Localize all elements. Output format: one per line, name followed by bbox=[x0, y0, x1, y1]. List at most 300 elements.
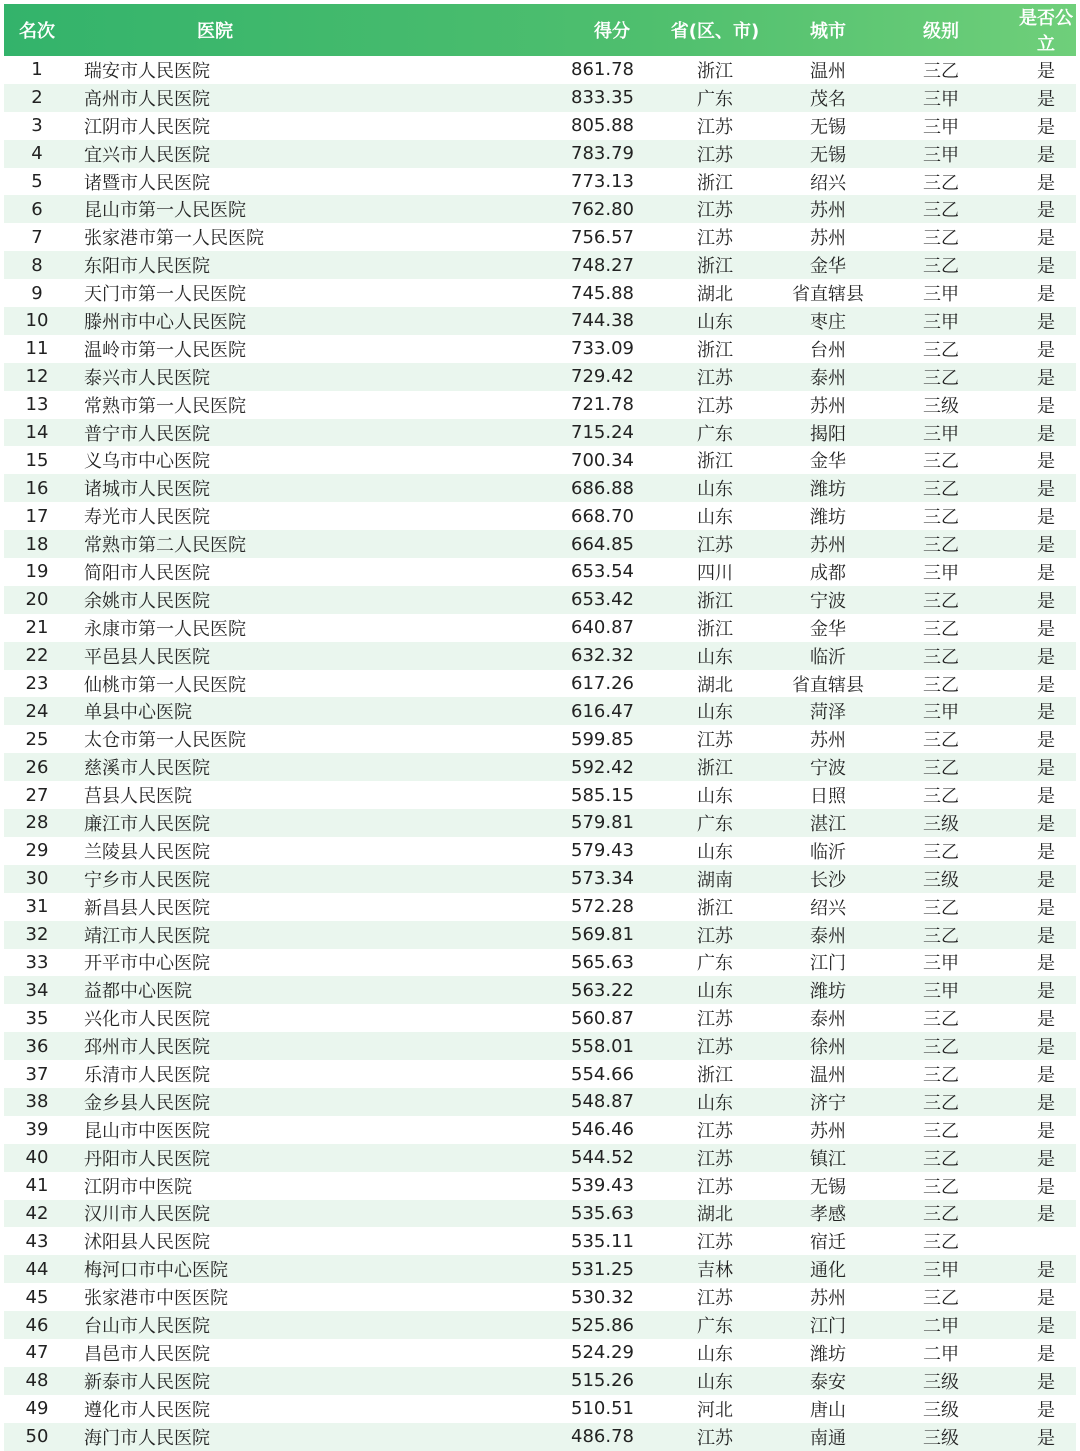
cell-province: 浙江 bbox=[697, 897, 733, 919]
cell-city: 潍坊 bbox=[810, 479, 846, 501]
cell-province: 广东 bbox=[697, 1316, 733, 1338]
table-row bbox=[4, 1116, 1076, 1144]
cell-score: 563.22 bbox=[571, 979, 634, 1001]
cell-rank: 30 bbox=[25, 868, 49, 890]
cell-province: 山东 bbox=[697, 479, 733, 501]
cell-is-public: 是 bbox=[1037, 702, 1055, 724]
cell-is-public: 是 bbox=[1037, 813, 1055, 835]
cell-level: 三甲 bbox=[923, 311, 959, 333]
cell-hospital: 常熟市第一人民医院 bbox=[84, 395, 246, 417]
cell-score: 861.78 bbox=[571, 59, 634, 81]
cell-score: 745.88 bbox=[571, 282, 634, 304]
cell-score: 686.88 bbox=[571, 477, 634, 499]
cell-hospital: 金乡县人民医院 bbox=[84, 1092, 210, 1114]
cell-rank: 22 bbox=[25, 645, 49, 667]
cell-rank: 20 bbox=[25, 589, 49, 611]
cell-rank: 17 bbox=[25, 505, 49, 527]
cell-level: 三乙 bbox=[923, 925, 959, 947]
cell-level: 三甲 bbox=[923, 953, 959, 975]
cell-province: 山东 bbox=[697, 786, 733, 808]
cell-province: 广东 bbox=[697, 813, 733, 835]
cell-city: 湛江 bbox=[810, 813, 846, 835]
cell-city: 长沙 bbox=[810, 869, 846, 891]
table-row bbox=[4, 1227, 1076, 1255]
table-row bbox=[4, 279, 1076, 307]
cell-hospital: 滕州市中心人民医院 bbox=[84, 311, 246, 333]
header-row bbox=[4, 4, 1076, 56]
header-level: 级别 bbox=[923, 21, 959, 42]
cell-province: 浙江 bbox=[697, 451, 733, 473]
cell-score: 544.52 bbox=[571, 1147, 634, 1169]
cell-province: 江苏 bbox=[697, 1120, 733, 1142]
cell-city: 金华 bbox=[810, 618, 846, 640]
cell-province: 江苏 bbox=[697, 1148, 733, 1170]
table-row bbox=[4, 84, 1076, 112]
cell-city: 泰州 bbox=[810, 925, 846, 947]
cell-is-public: 是 bbox=[1037, 200, 1055, 222]
cell-city: 泰安 bbox=[810, 1371, 846, 1393]
cell-city: 金华 bbox=[810, 256, 846, 278]
cell-hospital: 邳州市人民医院 bbox=[84, 1037, 210, 1059]
cell-level: 三甲 bbox=[923, 1260, 959, 1282]
cell-province: 浙江 bbox=[697, 758, 733, 780]
cell-score: 617.26 bbox=[571, 673, 634, 695]
cell-rank: 21 bbox=[25, 617, 49, 639]
cell-level: 三乙 bbox=[923, 590, 959, 612]
cell-city: 揭阳 bbox=[810, 423, 846, 445]
cell-hospital: 新泰市人民医院 bbox=[84, 1371, 210, 1393]
cell-hospital: 寿光市人民医院 bbox=[84, 507, 210, 529]
cell-score: 510.51 bbox=[571, 1398, 634, 1420]
cell-city: 唐山 bbox=[810, 1399, 846, 1421]
cell-province: 江苏 bbox=[697, 1176, 733, 1198]
cell-score: 531.25 bbox=[571, 1258, 634, 1280]
cell-score: 664.85 bbox=[571, 533, 634, 555]
cell-level: 三乙 bbox=[923, 200, 959, 222]
cell-province: 浙江 bbox=[697, 60, 733, 82]
cell-rank: 11 bbox=[25, 338, 49, 360]
cell-is-public: 是 bbox=[1037, 953, 1055, 975]
header-province: 省(区、市) bbox=[670, 21, 760, 42]
cell-rank: 36 bbox=[25, 1035, 49, 1057]
cell-province: 浙江 bbox=[697, 172, 733, 194]
cell-score: 721.78 bbox=[571, 394, 634, 416]
table-row bbox=[4, 921, 1076, 949]
cell-is-public: 是 bbox=[1037, 646, 1055, 668]
cell-score: 616.47 bbox=[571, 700, 634, 722]
cell-city: 泰州 bbox=[810, 1009, 846, 1031]
cell-level: 三乙 bbox=[923, 1120, 959, 1142]
table-row bbox=[4, 140, 1076, 168]
cell-is-public: 是 bbox=[1037, 535, 1055, 557]
cell-province: 湖南 bbox=[697, 869, 733, 891]
cell-level: 三乙 bbox=[923, 479, 959, 501]
cell-level: 三乙 bbox=[923, 535, 959, 557]
cell-province: 湖北 bbox=[697, 1204, 733, 1226]
cell-is-public: 是 bbox=[1037, 1037, 1055, 1059]
table-row bbox=[4, 1283, 1076, 1311]
cell-hospital: 张家港市第一人民医院 bbox=[84, 228, 264, 250]
cell-is-public: 是 bbox=[1037, 311, 1055, 333]
cell-is-public bbox=[1016, 1227, 1076, 1255]
cell-city: 苏州 bbox=[810, 1120, 846, 1142]
cell-score: 530.32 bbox=[571, 1286, 634, 1308]
cell-province: 江苏 bbox=[697, 1427, 733, 1449]
cell-score: 573.34 bbox=[571, 868, 634, 890]
cell-city: 徐州 bbox=[810, 1037, 846, 1059]
cell-province: 吉林 bbox=[697, 1260, 733, 1282]
cell-score: 579.81 bbox=[571, 812, 634, 834]
cell-level: 三甲 bbox=[923, 562, 959, 584]
table-row bbox=[4, 56, 1076, 84]
cell-rank: 50 bbox=[25, 1426, 49, 1448]
header-is-public: 是否公立 bbox=[1019, 8, 1073, 55]
cell-rank: 12 bbox=[25, 366, 49, 388]
cell-is-public: 是 bbox=[1037, 1065, 1055, 1086]
cell-hospital: 普宁市人民医院 bbox=[84, 423, 210, 445]
cell-province: 江苏 bbox=[697, 1232, 733, 1254]
cell-level: 三乙 bbox=[923, 1176, 959, 1198]
cell-score: 515.26 bbox=[571, 1370, 634, 1392]
cell-rank: 19 bbox=[25, 561, 49, 583]
cell-hospital: 单县中心医院 bbox=[84, 702, 192, 724]
table-row bbox=[4, 586, 1076, 614]
cell-score: 733.09 bbox=[571, 338, 634, 360]
cell-score: 546.46 bbox=[571, 1119, 634, 1141]
cell-rank: 26 bbox=[25, 756, 49, 778]
cell-level: 三乙 bbox=[923, 646, 959, 668]
table-row bbox=[4, 614, 1076, 642]
cell-rank: 1 bbox=[31, 59, 43, 81]
cell-rank: 46 bbox=[25, 1314, 49, 1336]
table-row bbox=[4, 251, 1076, 279]
cell-rank: 27 bbox=[25, 784, 49, 806]
cell-hospital: 宁乡市人民医院 bbox=[84, 869, 210, 891]
table-row bbox=[4, 1032, 1076, 1060]
cell-hospital: 江阴市中医院 bbox=[84, 1176, 192, 1198]
cell-is-public: 是 bbox=[1037, 172, 1055, 194]
cell-hospital: 泰兴市人民医院 bbox=[84, 367, 210, 389]
cell-level: 三乙 bbox=[923, 1065, 959, 1086]
cell-rank: 45 bbox=[25, 1286, 49, 1308]
cell-level: 三乙 bbox=[923, 1204, 959, 1226]
cell-rank: 18 bbox=[25, 533, 49, 555]
cell-rank: 49 bbox=[25, 1398, 49, 1420]
table-row bbox=[4, 112, 1076, 140]
cell-is-public: 是 bbox=[1037, 897, 1055, 919]
cell-is-public: 是 bbox=[1037, 256, 1055, 278]
cell-score: 668.70 bbox=[571, 505, 634, 527]
table-row bbox=[4, 670, 1076, 698]
cell-province: 浙江 bbox=[697, 1065, 733, 1086]
table-row bbox=[4, 1367, 1076, 1395]
cell-province: 江苏 bbox=[697, 925, 733, 947]
cell-is-public: 是 bbox=[1037, 1316, 1055, 1338]
cell-level: 三甲 bbox=[923, 284, 959, 306]
cell-level: 三级 bbox=[923, 1427, 959, 1449]
cell-score: 653.54 bbox=[571, 561, 634, 583]
cell-hospital: 昌邑市人民医院 bbox=[84, 1343, 210, 1365]
cell-city: 宁波 bbox=[810, 590, 846, 612]
cell-province: 江苏 bbox=[697, 200, 733, 222]
cell-level: 三乙 bbox=[923, 256, 959, 278]
cell-rank: 24 bbox=[25, 700, 49, 722]
cell-is-public: 是 bbox=[1037, 116, 1055, 138]
cell-level: 三乙 bbox=[923, 1092, 959, 1114]
cell-score: 565.63 bbox=[571, 951, 634, 973]
cell-level: 三甲 bbox=[923, 88, 959, 110]
cell-hospital: 温岭市第一人民医院 bbox=[84, 339, 246, 361]
table-header bbox=[4, 4, 1076, 56]
cell-province: 山东 bbox=[697, 646, 733, 668]
cell-level: 三乙 bbox=[923, 618, 959, 640]
cell-is-public: 是 bbox=[1037, 981, 1055, 1003]
cell-is-public: 是 bbox=[1037, 88, 1055, 110]
cell-hospital: 新昌县人民医院 bbox=[84, 897, 210, 919]
table-row bbox=[4, 642, 1076, 670]
cell-is-public: 是 bbox=[1037, 144, 1055, 166]
cell-score: 486.78 bbox=[571, 1426, 634, 1448]
cell-hospital: 宜兴市人民医院 bbox=[84, 144, 210, 166]
cell-level: 三甲 bbox=[923, 702, 959, 724]
cell-hospital: 张家港市中医医院 bbox=[84, 1288, 228, 1310]
cell-city: 枣庄 bbox=[810, 311, 846, 333]
table-row bbox=[4, 1172, 1076, 1200]
cell-province: 江苏 bbox=[697, 730, 733, 752]
cell-rank: 25 bbox=[25, 728, 49, 750]
table-row bbox=[4, 697, 1076, 725]
cell-is-public: 是 bbox=[1037, 1399, 1055, 1421]
cell-level: 三级 bbox=[923, 1371, 959, 1393]
table-row bbox=[4, 1339, 1076, 1367]
cell-hospital: 简阳市人民医院 bbox=[84, 562, 210, 584]
cell-is-public: 是 bbox=[1037, 1260, 1055, 1282]
cell-city: 温州 bbox=[810, 60, 846, 82]
cell-hospital: 义乌市中心医院 bbox=[84, 451, 210, 473]
cell-level: 三乙 bbox=[923, 1037, 959, 1059]
cell-is-public: 是 bbox=[1037, 674, 1055, 696]
cell-score: 756.57 bbox=[571, 226, 634, 248]
cell-province: 浙江 bbox=[697, 256, 733, 278]
cell-level: 三乙 bbox=[923, 841, 959, 863]
cell-is-public: 是 bbox=[1037, 1176, 1055, 1198]
cell-city: 宁波 bbox=[810, 758, 846, 780]
cell-level: 三乙 bbox=[923, 172, 959, 194]
cell-level: 三乙 bbox=[923, 897, 959, 919]
cell-rank: 7 bbox=[31, 226, 43, 248]
cell-city: 茂名 bbox=[810, 88, 846, 110]
table-row bbox=[4, 781, 1076, 809]
cell-is-public: 是 bbox=[1037, 730, 1055, 752]
cell-level: 三乙 bbox=[923, 730, 959, 752]
cell-level: 三乙 bbox=[923, 60, 959, 82]
cell-is-public: 是 bbox=[1037, 1427, 1055, 1449]
cell-city: 济宁 bbox=[810, 1092, 846, 1114]
cell-rank: 34 bbox=[25, 979, 49, 1001]
cell-city: 台州 bbox=[810, 339, 846, 361]
cell-rank: 10 bbox=[25, 310, 49, 332]
cell-hospital: 遵化市人民医院 bbox=[84, 1399, 210, 1421]
cell-score: 579.43 bbox=[571, 840, 634, 862]
cell-hospital: 沭阳县人民医院 bbox=[84, 1232, 210, 1254]
cell-city: 绍兴 bbox=[810, 897, 846, 919]
cell-province: 山东 bbox=[697, 841, 733, 863]
table-row bbox=[4, 1144, 1076, 1172]
cell-is-public: 是 bbox=[1037, 1092, 1055, 1114]
cell-is-public: 是 bbox=[1037, 367, 1055, 389]
cell-city: 潍坊 bbox=[810, 1343, 846, 1365]
cell-hospital: 台山市人民医院 bbox=[84, 1316, 210, 1338]
table-row bbox=[4, 1395, 1076, 1423]
table-row bbox=[4, 865, 1076, 893]
cell-rank: 16 bbox=[25, 477, 49, 499]
cell-rank: 39 bbox=[25, 1119, 49, 1141]
table-row bbox=[4, 976, 1076, 1004]
cell-is-public: 是 bbox=[1037, 618, 1055, 640]
cell-is-public: 是 bbox=[1037, 228, 1055, 250]
cell-hospital: 诸暨市人民医院 bbox=[84, 172, 210, 194]
table-row bbox=[4, 1088, 1076, 1116]
table-row bbox=[4, 725, 1076, 753]
cell-hospital: 东阳市人民医院 bbox=[84, 256, 210, 278]
cell-rank: 37 bbox=[25, 1063, 49, 1085]
cell-score: 700.34 bbox=[571, 449, 634, 471]
cell-rank: 40 bbox=[25, 1147, 49, 1169]
cell-province: 山东 bbox=[697, 1092, 733, 1114]
cell-city: 省直辖县 bbox=[792, 674, 864, 696]
table-row bbox=[4, 1255, 1076, 1283]
cell-score: 548.87 bbox=[571, 1091, 634, 1113]
cell-level: 二甲 bbox=[923, 1343, 959, 1365]
cell-is-public: 是 bbox=[1037, 423, 1055, 445]
cell-city: 镇江 bbox=[810, 1148, 846, 1170]
cell-city: 临沂 bbox=[810, 841, 846, 863]
cell-hospital: 靖江市人民医院 bbox=[84, 925, 210, 947]
cell-is-public: 是 bbox=[1037, 1009, 1055, 1031]
cell-province: 湖北 bbox=[697, 284, 733, 306]
cell-hospital: 常熟市第二人民医院 bbox=[84, 535, 246, 557]
cell-rank: 23 bbox=[25, 673, 49, 695]
table-row bbox=[4, 1200, 1076, 1228]
cell-hospital: 廉江市人民医院 bbox=[84, 813, 210, 835]
cell-hospital: 仙桃市第一人民医院 bbox=[84, 674, 246, 696]
cell-hospital: 梅河口市中心医院 bbox=[84, 1260, 228, 1282]
cell-province: 江苏 bbox=[697, 367, 733, 389]
cell-province: 山东 bbox=[697, 1371, 733, 1393]
cell-hospital: 昆山市第一人民医院 bbox=[84, 200, 246, 222]
table-row bbox=[4, 1060, 1076, 1088]
cell-rank: 2 bbox=[31, 87, 43, 109]
cell-level: 三乙 bbox=[923, 1232, 959, 1254]
header-city: 城市 bbox=[810, 21, 846, 42]
table-row bbox=[4, 1311, 1076, 1339]
cell-city: 绍兴 bbox=[810, 172, 846, 194]
cell-rank: 5 bbox=[31, 171, 43, 192]
cell-city: 金华 bbox=[810, 451, 846, 473]
cell-is-public: 是 bbox=[1037, 590, 1055, 612]
table-row bbox=[4, 474, 1076, 502]
cell-city: 苏州 bbox=[810, 395, 846, 417]
cell-province: 浙江 bbox=[697, 339, 733, 361]
table-body bbox=[4, 56, 1076, 1451]
table-row bbox=[4, 837, 1076, 865]
cell-rank: 47 bbox=[25, 1342, 49, 1364]
cell-city: 潍坊 bbox=[810, 981, 846, 1003]
cell-level: 三乙 bbox=[923, 367, 959, 389]
cell-score: 554.66 bbox=[571, 1063, 634, 1085]
cell-city: 菏泽 bbox=[810, 702, 846, 724]
cell-city: 通化 bbox=[810, 1260, 846, 1282]
cell-level: 二甲 bbox=[923, 1316, 959, 1338]
cell-province: 广东 bbox=[697, 423, 733, 445]
table-row bbox=[4, 307, 1076, 335]
cell-level: 三乙 bbox=[923, 339, 959, 361]
cell-score: 762.80 bbox=[571, 198, 634, 220]
cell-level: 三甲 bbox=[923, 423, 959, 445]
cell-score: 729.42 bbox=[571, 366, 634, 388]
cell-rank: 9 bbox=[31, 282, 43, 304]
cell-is-public: 是 bbox=[1037, 507, 1055, 529]
cell-level: 三甲 bbox=[923, 981, 959, 1003]
cell-city: 孝感 bbox=[810, 1204, 846, 1226]
cell-province: 江苏 bbox=[697, 1288, 733, 1310]
cell-level: 三乙 bbox=[923, 786, 959, 808]
table-row bbox=[4, 391, 1076, 419]
cell-level: 三乙 bbox=[923, 507, 959, 529]
cell-rank: 48 bbox=[25, 1370, 49, 1392]
cell-score: 748.27 bbox=[571, 254, 634, 276]
cell-province: 江苏 bbox=[697, 116, 733, 138]
cell-hospital: 瑞安市人民医院 bbox=[84, 60, 210, 82]
cell-city: 无锡 bbox=[810, 116, 846, 138]
cell-hospital: 丹阳市人民医院 bbox=[84, 1148, 210, 1170]
cell-hospital: 平邑县人民医院 bbox=[84, 646, 210, 668]
cell-hospital: 天门市第一人民医院 bbox=[84, 284, 246, 306]
table-row bbox=[4, 530, 1076, 558]
cell-rank: 8 bbox=[31, 254, 43, 276]
cell-city: 南通 bbox=[810, 1427, 846, 1449]
cell-rank: 6 bbox=[31, 198, 43, 220]
header-hospital: 医院 bbox=[197, 21, 233, 42]
cell-score: 524.29 bbox=[571, 1342, 634, 1364]
cell-province: 山东 bbox=[697, 507, 733, 529]
cell-score: 525.86 bbox=[571, 1314, 634, 1336]
cell-rank: 29 bbox=[25, 840, 49, 862]
cell-rank: 15 bbox=[25, 449, 49, 471]
cell-hospital: 昆山市中医医院 bbox=[84, 1120, 210, 1142]
cell-city: 潍坊 bbox=[810, 507, 846, 529]
cell-rank: 35 bbox=[25, 1007, 49, 1029]
table-row bbox=[4, 949, 1076, 977]
cell-city: 泰州 bbox=[810, 367, 846, 389]
cell-score: 535.63 bbox=[571, 1202, 634, 1224]
cell-hospital: 开平市中心医院 bbox=[84, 953, 210, 975]
cell-is-public: 是 bbox=[1037, 786, 1055, 808]
cell-rank: 3 bbox=[31, 115, 43, 137]
cell-hospital: 莒县人民医院 bbox=[84, 786, 192, 808]
cell-level: 三乙 bbox=[923, 228, 959, 250]
cell-is-public: 是 bbox=[1037, 284, 1055, 306]
table-row bbox=[4, 1423, 1076, 1451]
cell-level: 三乙 bbox=[923, 1288, 959, 1310]
cell-province: 江苏 bbox=[697, 144, 733, 166]
cell-hospital: 永康市第一人民医院 bbox=[84, 618, 246, 640]
cell-level: 三乙 bbox=[923, 758, 959, 780]
cell-rank: 4 bbox=[31, 143, 43, 165]
table-row bbox=[4, 502, 1076, 530]
table-row bbox=[4, 419, 1076, 447]
cell-province: 山东 bbox=[697, 1343, 733, 1365]
